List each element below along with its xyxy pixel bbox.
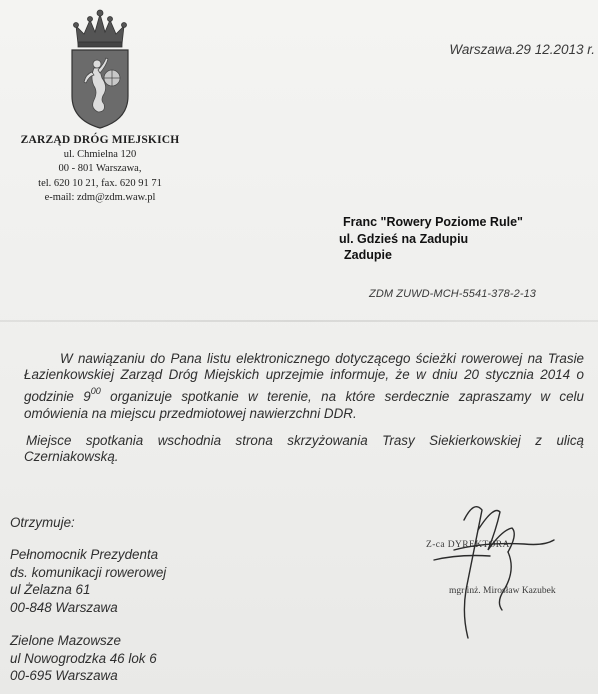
addressee-2-line-3: 00-695 Warszawa	[10, 668, 118, 683]
addressee-block-1	[10, 546, 166, 616]
letter-body	[24, 351, 584, 465]
recipient-street: ul. Gdzieś na Zadupiu	[339, 231, 469, 246]
recipient-city: Zadupie	[344, 248, 392, 262]
body-paragraph-1-end: organizuje spotkanie w terenie, na które serdecznie zapraszamy w celu omówienia na miejscu przedmiotowej nawierzchni DDR.	[24, 389, 584, 421]
organization-email: e-mail: zdm@zdm.waw.pl	[44, 192, 156, 204]
recipient-name: Franc "Rowery Poziome Rule"	[343, 215, 523, 229]
time-minutes-superscript: 00	[90, 386, 101, 397]
warsaw-coat-of-arms-icon	[64, 8, 136, 130]
received-label: Otrzymuje:	[10, 515, 75, 530]
addressee-2-line-2: ul Nowogrodzka 46 lok 6	[10, 650, 157, 666]
body-paragraph-1-start: W nawiązaniu do Pana listu elektronicznego dotyczącego ścieżki rowerowej na Trasie Łazienkowskiej Zarząd Dróg Miejskich uprzejmie informuje, że w dniu 20 stycznia 2014 o godzinie 9	[24, 351, 584, 405]
addressee-1-line-1: Pełnomocnik Prezydenta	[10, 547, 159, 562]
recipient-block	[339, 214, 523, 264]
organization-street: ul. Chmielna 120	[63, 149, 137, 160]
addressee-2-line-1: Zielone Mazowsze	[10, 633, 121, 648]
addressee-block-2	[10, 632, 157, 685]
addressee-1-line-4: 00-848 Warszawa	[10, 599, 118, 615]
letter-date: Warszawa.29 12.2013 r.	[449, 42, 595, 57]
organization-phone-fax: tel. 620 10 21, fax. 620 91 71	[38, 177, 162, 189]
organization-name: ZARZĄD DRÓG MIEJSKICH	[20, 134, 180, 146]
addressee-1-line-3: ul Żelazna 61	[10, 582, 91, 597]
signature-stamp-title: Z-ca DYREKTORA	[426, 540, 510, 550]
body-paragraph-2: Miejsce spotkania wschodnia strona skrzyżowania Trasy Siekierkowskiej z ulicą Czerniakowską.	[24, 432, 584, 465]
paper-fold-line	[0, 320, 598, 322]
organization-header	[10, 134, 190, 206]
addressee-1-line-2: ds. komunikacji rowerowej	[10, 564, 167, 580]
signature-stamp-name: mgr inż. Mirosław Kazubek	[449, 586, 556, 596]
reference-number: ZDM ZUWD-MCH-5541-378-2-13	[369, 288, 537, 300]
organization-postcode: 00 - 801 Warszawa,	[58, 163, 142, 175]
body-paragraph-1	[24, 351, 584, 422]
handwritten-signature	[404, 490, 584, 650]
